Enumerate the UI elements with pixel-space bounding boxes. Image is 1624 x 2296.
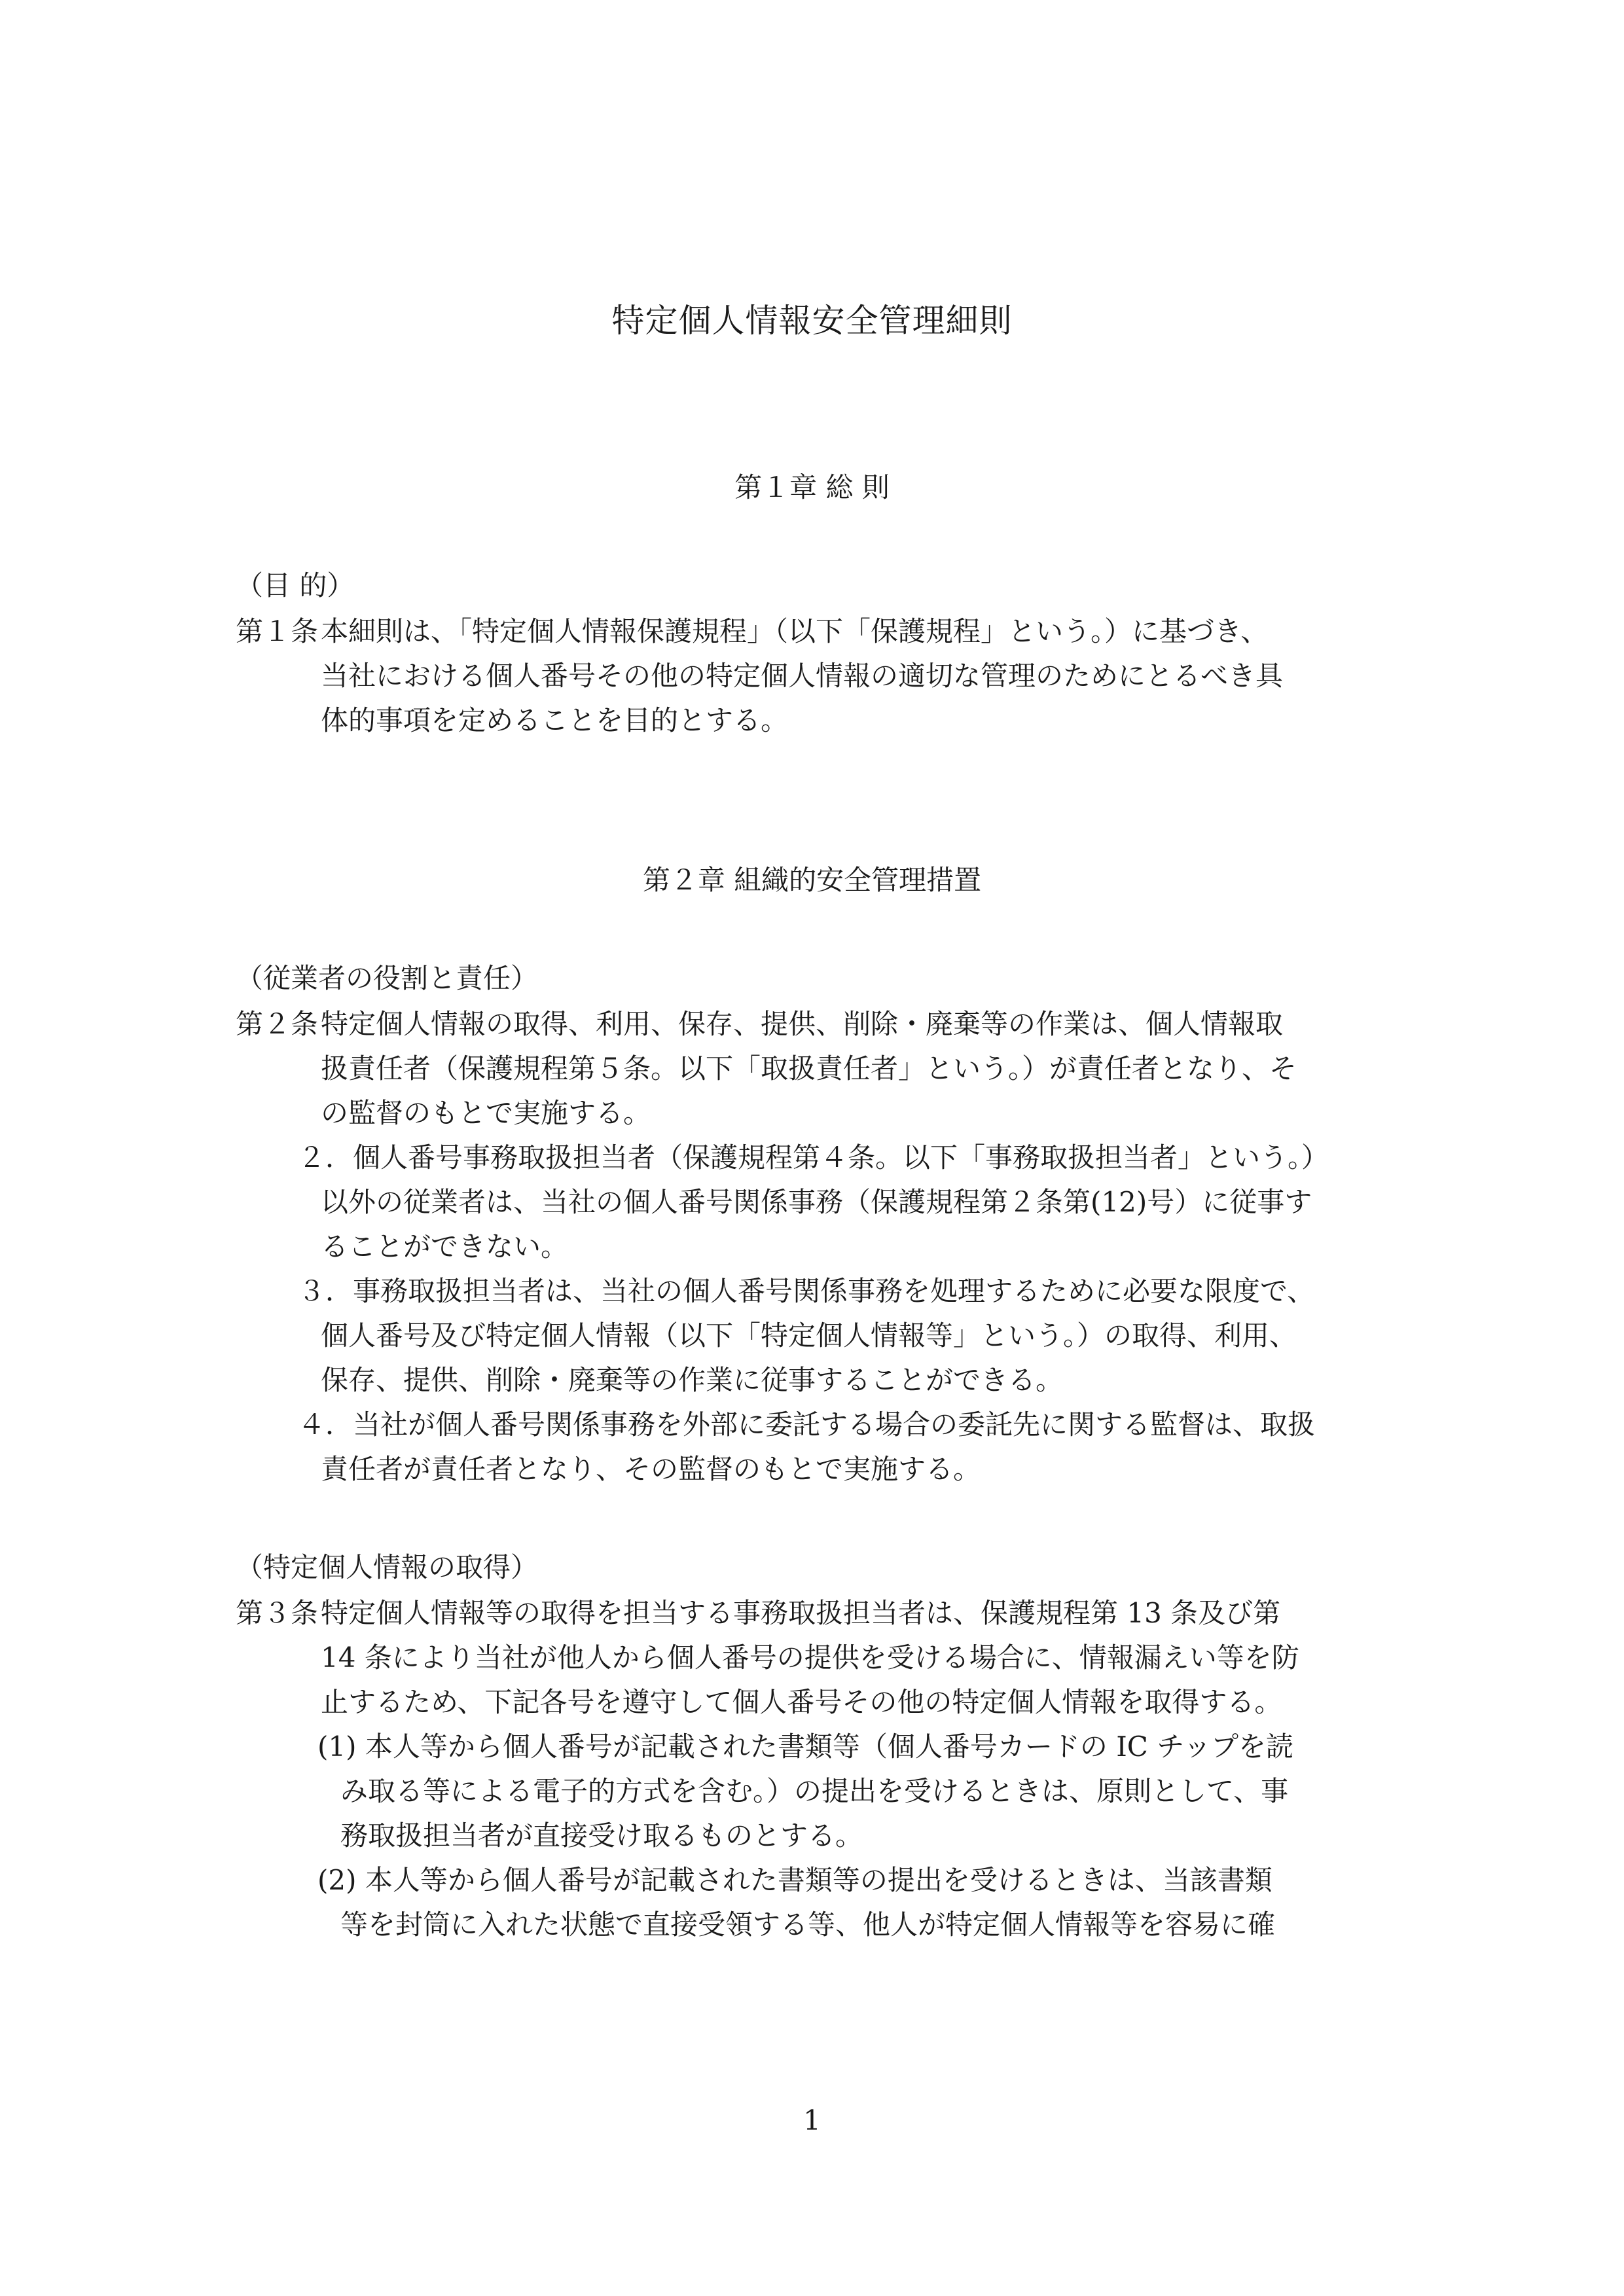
article-label: 第３条 — [236, 1597, 319, 1629]
article-text: 止するため、下記各号を遵守して個人番号その他の特定個人情報を取得する。 — [321, 1686, 1282, 1718]
subitem-first-line — [317, 1727, 1293, 1767]
clause-text: 責任者が責任者となり、その監督のもとで実施する。 — [321, 1453, 981, 1485]
article-text: 14 条により当社が他人から個人番号の提供を受ける場合に、情報漏えい等を防 — [321, 1641, 1299, 1674]
clause-text: 事務取扱担当者は、当社の個人番号関係事務を処理するために必要な限度で、 — [353, 1275, 1315, 1307]
chapter-heading: 第２章 組織的安全管理措置 — [642, 864, 982, 896]
chapter-heading: 第１章 総 則 — [734, 471, 890, 503]
article-first-line — [236, 612, 1268, 651]
subitem-label: (1) — [317, 1731, 357, 1763]
clause-first-line — [298, 1272, 1314, 1311]
clause-first-line — [298, 1405, 1315, 1444]
article-label: 第２条 — [236, 1008, 319, 1040]
article-first-line — [236, 1594, 1280, 1633]
article-first-line — [236, 1005, 1283, 1044]
article-text: 体的事項を定めることを目的とする。 — [321, 704, 789, 736]
clause-label: ３． — [298, 1275, 353, 1307]
subitem-first-line — [317, 1861, 1272, 1900]
subitem-text: 本人等から個人番号が記載された書類等（個人番号カードの IC チップを読 — [365, 1731, 1294, 1763]
subitem-text: 本人等から個人番号が記載された書類等の提出を受けるときは、当該書類 — [365, 1864, 1272, 1896]
page-number: 1 — [803, 2104, 821, 2136]
clause-text: 以外の従業者は、当社の個人番号関係事務（保護規程第２条第(12)号）に従事す — [321, 1186, 1312, 1218]
article-text: 特定個人情報の取得、利用、保存、提供、削除・廃棄等の作業は、個人情報取 — [321, 1008, 1284, 1040]
subitem-label: (2) — [317, 1864, 357, 1896]
article-text: 本細則は、「特定個人情報保護規程」（以下「保護規程」という。）に基づき、 — [321, 615, 1269, 647]
article-text: 扱責任者（保護規程第５条。以下「取扱責任者」という。）が責任者となり、そ — [321, 1052, 1297, 1085]
clause-label: ４． — [298, 1408, 353, 1441]
article-caption: （目 的） — [236, 569, 355, 601]
subitem-text: 等を封筒に入れた状態で直接受領する等、他人が特定個人情報等を容易に確 — [340, 1909, 1276, 1941]
article-label: 第１条 — [236, 615, 319, 647]
article-text: 当社における個人番号その他の特定個人情報の適切な管理のためにとるべき具 — [321, 660, 1284, 692]
article-text: の監督のもとで実施する。 — [321, 1097, 651, 1129]
clause-text: 個人番号及び特定個人情報（以下「特定個人情報等」という。）の取得、利用、 — [321, 1319, 1297, 1352]
clause-label: ２． — [298, 1141, 353, 1174]
article-text: 特定個人情報等の取得を担当する事務取扱担当者は、保護規程第 13 条及び第 — [321, 1597, 1281, 1629]
subitem-text: み取る等による電子的方式を含む。）の提出を受けるときは、原則として、事 — [340, 1775, 1289, 1807]
clause-text: 当社が個人番号関係事務を外部に委託する場合の委託先に関する監督は、取扱 — [353, 1408, 1316, 1441]
article-caption: （特定個人情報の取得） — [236, 1551, 539, 1583]
document-title: 特定個人情報安全管理細則 — [611, 302, 1013, 340]
subitem-text: 務取扱担当者が直接受け取るものとする。 — [340, 1820, 863, 1852]
clause-text: ることができない。 — [321, 1230, 569, 1263]
clause-text: 個人番号事務取扱担当者（保護規程第４条。以下「事務取扱担当者」という。） — [353, 1141, 1329, 1174]
clause-first-line — [298, 1138, 1329, 1177]
article-caption: （従業者の役割と責任） — [236, 962, 539, 994]
clause-text: 保存、提供、削除・廃棄等の作業に従事することができる。 — [321, 1364, 1064, 1396]
